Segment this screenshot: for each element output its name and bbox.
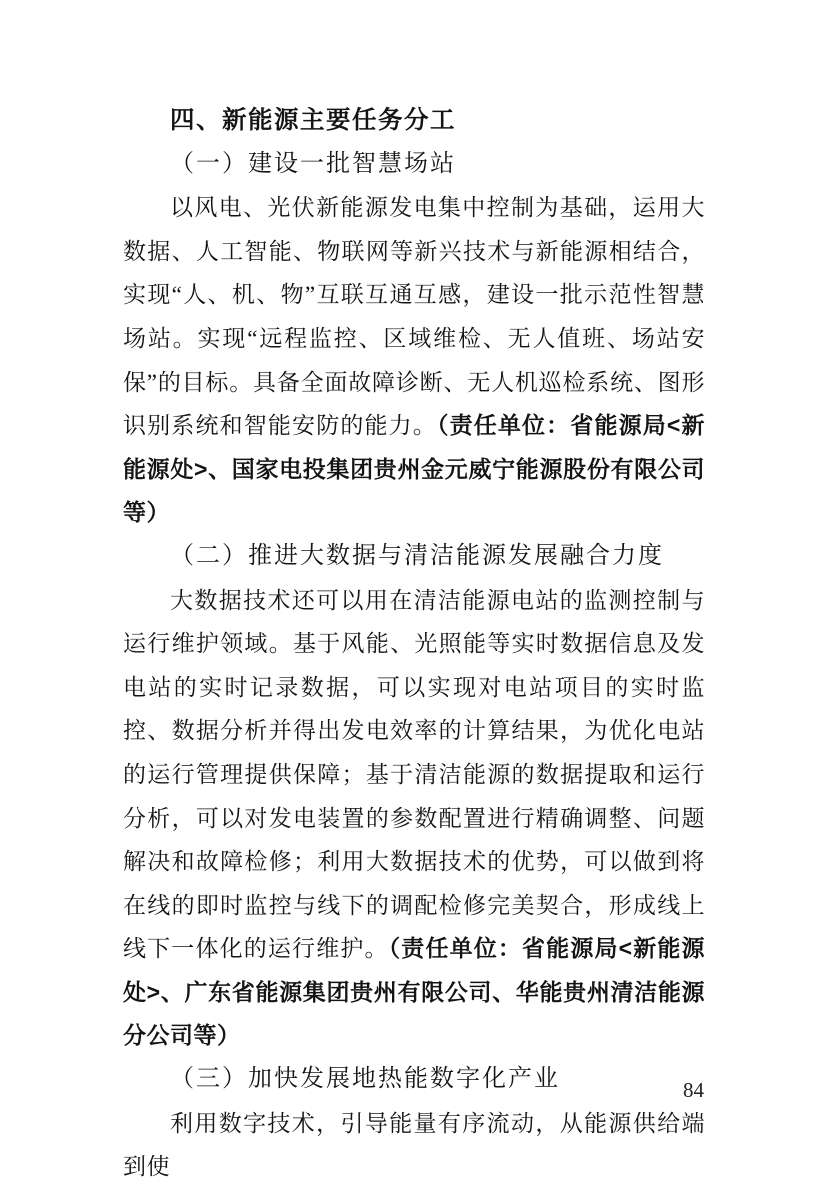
paragraph-1-text: 以风电、光伏新能源发电集中控制为基础，运用大数据、人工智能、物联网等新兴技术与新能源相结合，实现“人、机、物”互联互通互感，建设一批示范性智慧场站。实现“远程监控、区域维检、无人值班、场站安保”的目标。具备全面故障诊断、无人机巡检系统、图形识别系统和智能安防的能力。 <box>123 195 705 439</box>
paragraph-1 <box>123 186 705 535</box>
paragraph-3-text: 利用数字技术，引导能量有序流动，从能源供给端到使 <box>123 1110 705 1180</box>
paragraph-3 <box>123 1102 705 1189</box>
subheading-2: （二）推进大数据与清洁能源发展融合力度 <box>170 542 664 569</box>
subheading-1: （一）建设一批智慧场站 <box>170 150 456 177</box>
subheading-3: （三）加快发展地热能数字化产业 <box>170 1066 560 1093</box>
section-heading: 四、新能源主要任务分工 <box>170 107 456 134</box>
document-page <box>123 99 705 1189</box>
page-number: 84 <box>683 1078 704 1102</box>
paragraph-2 <box>123 579 705 1059</box>
paragraph-2-text: 大数据技术还可以用在清洁能源电站的监测控制与运行维护领域。基于风能、光照能等实时数据信息及发电站的实时记录数据，可以实现对电站项目的实时监控、数据分析并得出发电效率的计算结果，为优化电站的运行管理提供保障；基于清洁能源的数据提取和运行分析，可以对发电装置的参数配置进行精确调整、问题解决和故障检修；利用大数据技术的优势，可以做到将在线的即时监控与线下的调配检修完美契合，形成线上线下一体化的运行维护。 <box>123 587 705 962</box>
paragraph-1-responsibility: （责任单位：省能源局<新能源处>、国家电投集团贵州金元威宁能源股份有限公司等） <box>123 412 706 526</box>
paragraph-2-responsibility: （责任单位：省能源局<新能源处>、广东省能源集团贵州有限公司、华能贵州清洁能源分公司等） <box>123 935 706 1049</box>
